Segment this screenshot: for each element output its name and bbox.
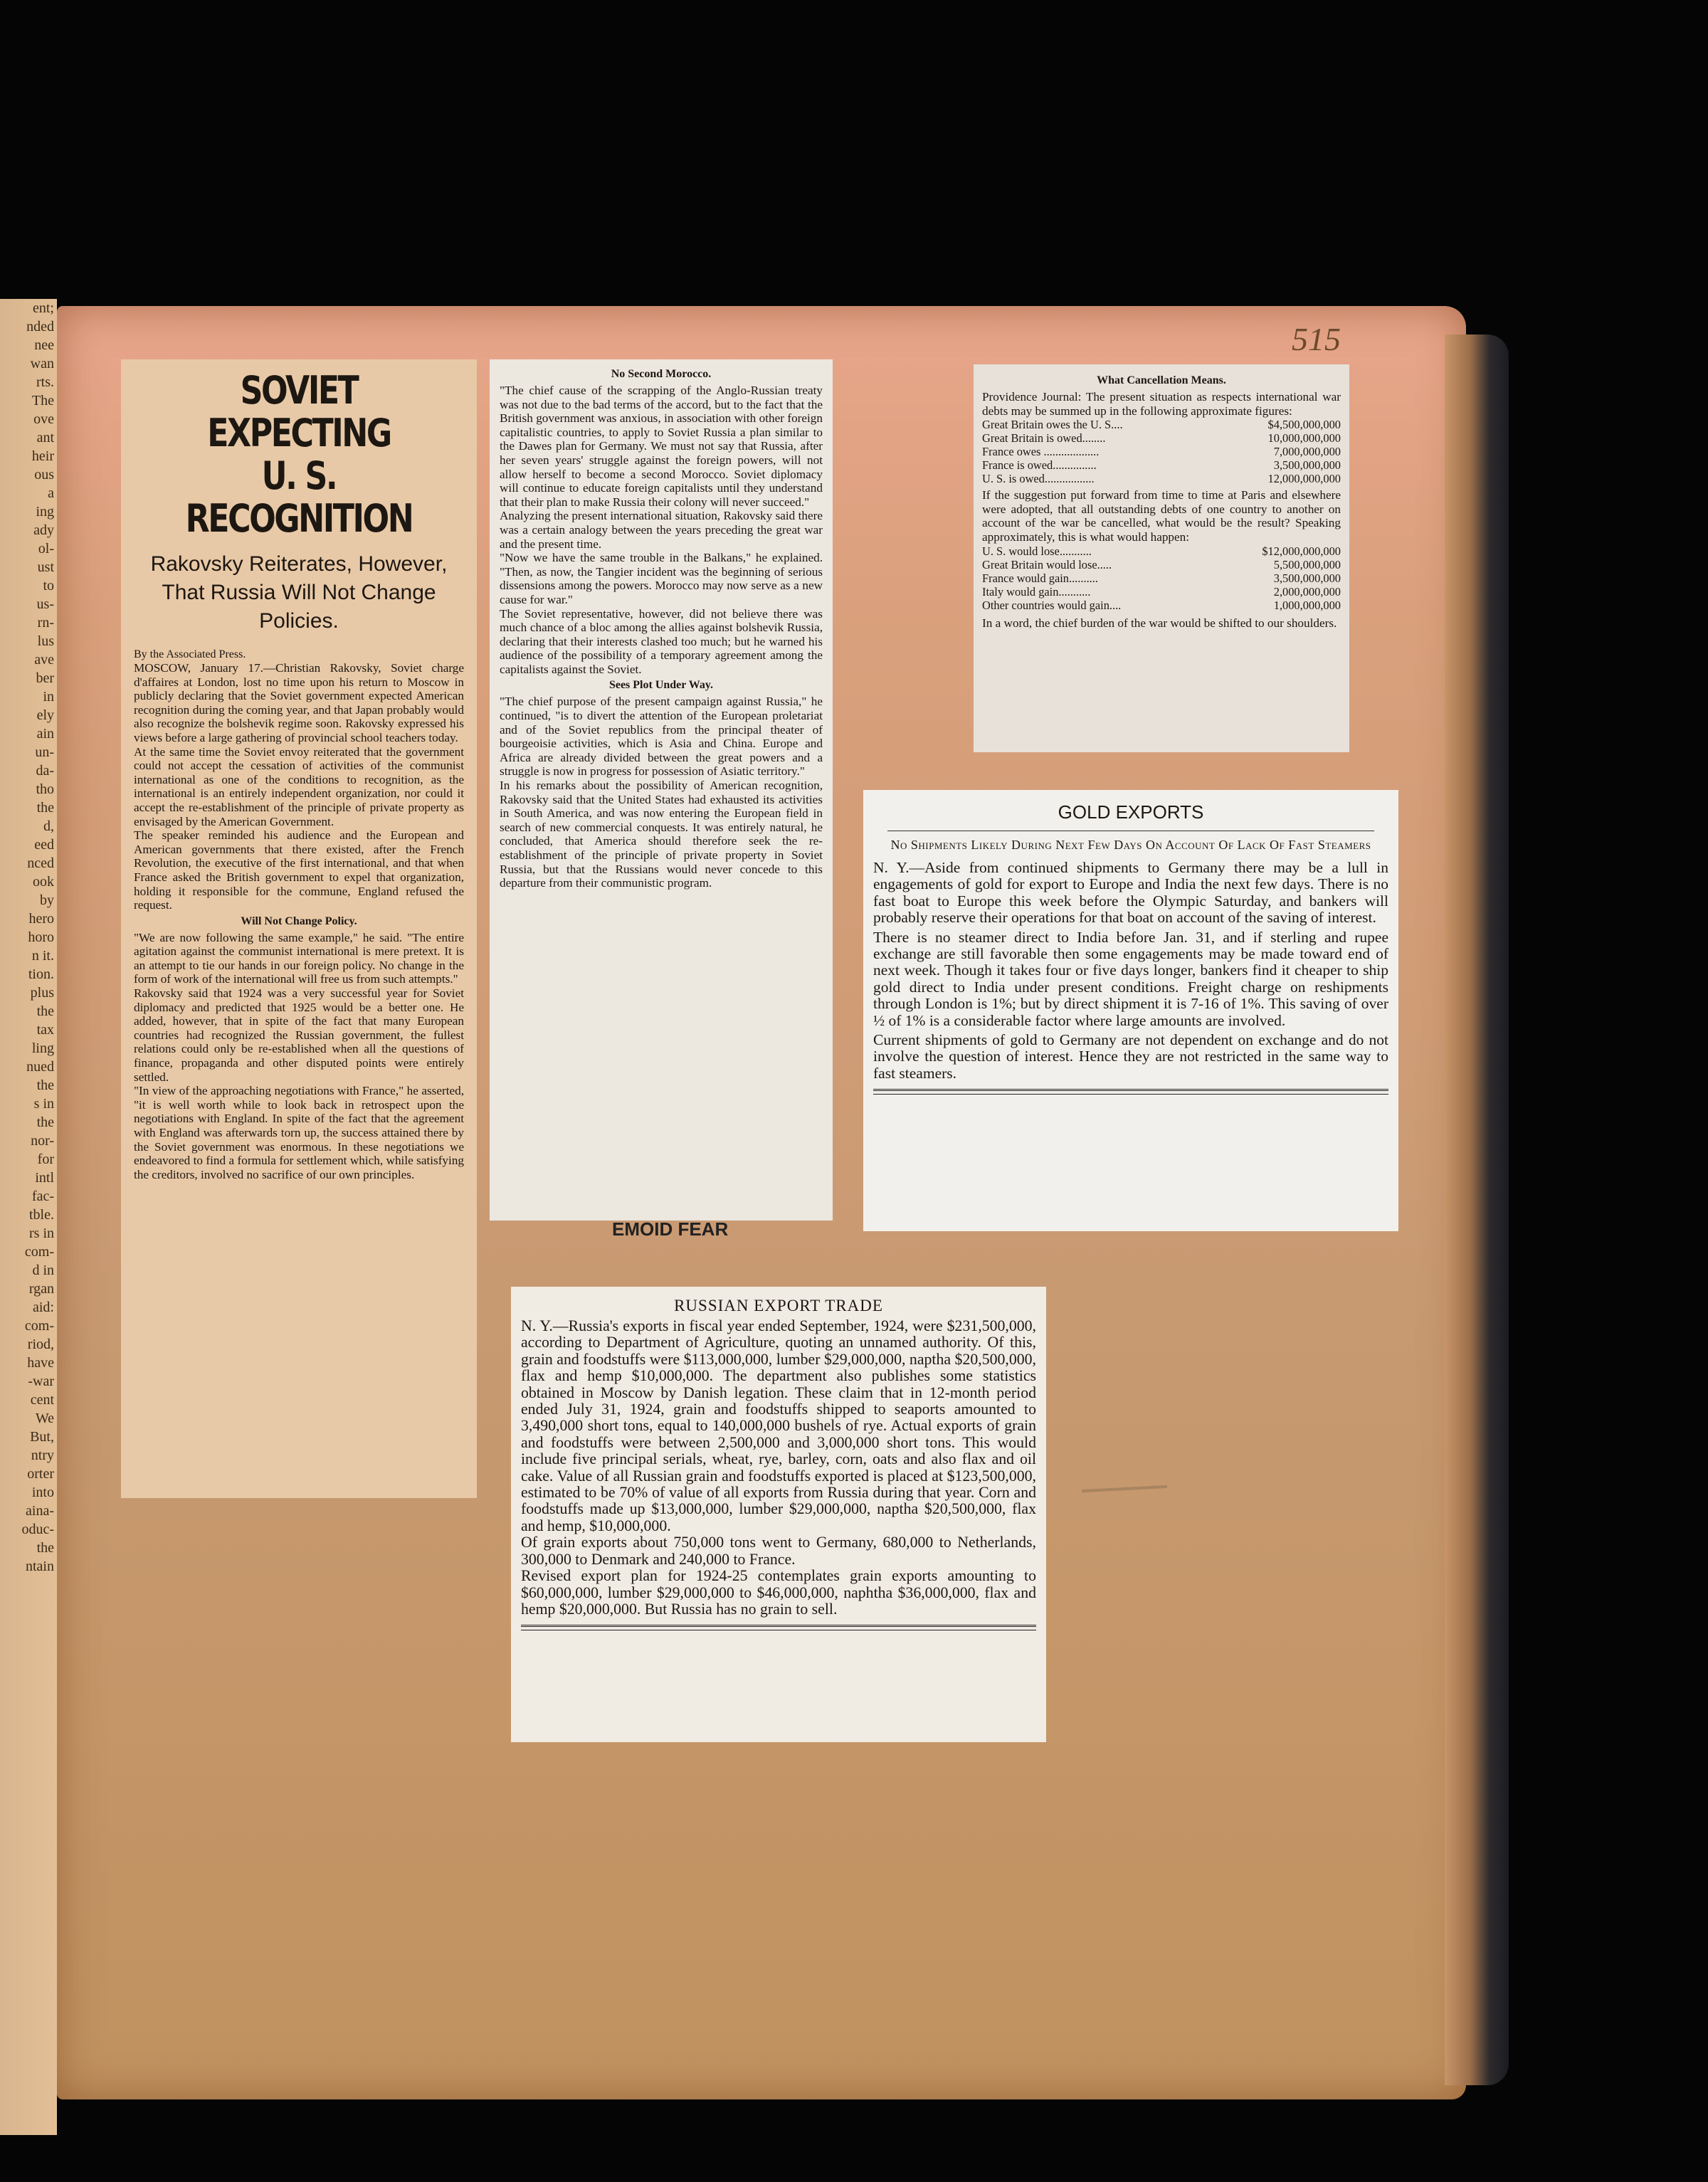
- fragment-text: the: [36, 1003, 54, 1019]
- row-value: $12,000,000,000: [1262, 544, 1341, 558]
- fragment-text: by: [40, 892, 54, 908]
- subheading: Sees Plot Under Way.: [608, 679, 714, 692]
- row-label: U. S. is owed.................: [982, 472, 1095, 486]
- fragment-text: ous: [34, 467, 54, 483]
- fragment-text: d in: [32, 1263, 54, 1278]
- fragment-text: the: [36, 1077, 54, 1093]
- article-paragraph: In a word, the chief burden of the war would be shifted to our shoulders.: [982, 616, 1337, 630]
- row-label: France owes ...................: [982, 445, 1100, 459]
- fragment-text: for: [37, 1151, 54, 1167]
- article-paragraph: N. Y.—Aside from continued shipments to Germany there may be a lull in engagements of gold for export to Europe and India the next few days. There is no fast boat to Europe this week before the Olympic Saturday, and bankers will probably reserve their operations for that boat on account of the saving of interest.: [873, 859, 1388, 927]
- clipping-russian-export-trade: [511, 1287, 1046, 1742]
- row-label: Great Britain would lose.....: [982, 557, 1112, 571]
- fragment-text: the: [36, 800, 54, 816]
- article-paragraph: Of grain exports about 750,000 tons went to Germany, 680,000 to Netherlands, 300,000 to Denmark and 240,000 to France.: [521, 1534, 1036, 1568]
- row-label: Other countries would gain....: [982, 598, 1122, 612]
- fragment-text: ber: [36, 670, 54, 686]
- subheading: Will Not Change Policy.: [241, 915, 357, 927]
- fragment-text: da-: [36, 763, 54, 779]
- clipping-subtitle: No Shipments Likely During Next Few Days On Account Of Lack Of Fast Steamers: [887, 831, 1374, 853]
- table-row: [982, 418, 1341, 431]
- fragment-text: heir: [31, 448, 54, 464]
- closing-rule: [521, 1625, 1036, 1630]
- debts-table: [982, 418, 1341, 485]
- fragment-text: nced: [27, 855, 54, 871]
- row-value: 5,500,000,000: [1273, 557, 1341, 571]
- table-row: [982, 445, 1341, 458]
- clipping-no-second-morocco: [490, 359, 833, 1221]
- fragment-text: orter: [27, 1466, 54, 1482]
- fragment-text: n it.: [31, 948, 54, 964]
- cancellation-table: [982, 544, 1341, 612]
- fragment-text: s in: [33, 1096, 54, 1112]
- fragment-text: ol-: [38, 541, 54, 557]
- fragment-text: rn-: [37, 615, 54, 631]
- article-paragraph: Revised export plan for 1924-25 contemplates grain exports amounting to $60,000,000, lumber $29,000,000 to $46,000,000, naphtha $36,000,000, flax and hemp $20,000,000. But Russia has no grain to sell.: [521, 1567, 1036, 1618]
- table-row: [982, 558, 1341, 571]
- table-row: [982, 544, 1341, 558]
- fragment-text: ove: [33, 411, 54, 427]
- headline-line-2: U. S. RECOGNITION: [185, 453, 413, 541]
- row-label: France would gain..........: [982, 571, 1098, 585]
- fragment-text: cent: [30, 1392, 54, 1408]
- article-paragraph: Analyzing the present international situation, Rakovsky said there was a certain analogy between the years preceding the great war and the present time.: [500, 509, 823, 551]
- fragment-text: ing: [36, 504, 54, 520]
- fragment-text: ely: [36, 707, 54, 723]
- row-value: 3,500,000,000: [1273, 458, 1341, 473]
- fragment-text: ust: [37, 559, 54, 575]
- fragment-text: wan: [30, 356, 54, 371]
- subheading: No Second Morocco.: [611, 368, 712, 380]
- table-row: [982, 571, 1341, 585]
- fragment-text: aid:: [33, 1300, 54, 1315]
- fragment-text: tble.: [29, 1207, 54, 1223]
- fragment-text: The: [31, 393, 54, 409]
- table-row: [982, 599, 1341, 612]
- table-row: [982, 585, 1341, 599]
- fragment-text: tion.: [28, 966, 54, 982]
- fragment-text: rts.: [36, 374, 54, 390]
- article-paragraph: "The chief purpose of the present campaign against Russia," he continued, "is to divert the attention of the European proletariat and of the Soviet republics from the principal theater of bourgeoisie activities, which is Asia and China. Europe and Africa are already divided between the great powers and a struggle is now in progress for possession of Asiatic territory.": [500, 695, 823, 779]
- article-paragraph: Providence Journal: The present situation as respects international war debts may be summed up in the following approximate figures:: [982, 390, 1341, 418]
- fragment-text: -war: [28, 1374, 54, 1389]
- row-value: 12,000,000,000: [1267, 472, 1341, 486]
- fragment-text: com-: [24, 1318, 54, 1334]
- article-paragraph: There is no steamer direct to India before Jan. 31, and if sterling and rupee exchange are still favorable then some engagements may be made toward end of next week. Though it takes four or five days longer, bankers find it cheaper to ship gold direct to India under present conditions. Freight charge on reshipments through London is 1%; but by direct shipment it is 7-16 of 1%. This saving of over ½ of 1% is a considerable factor where large amounts are involved.: [873, 928, 1388, 1029]
- article-paragraph: If the suggestion put forward from time to time at Paris and elsewhere were adopted, that all outstanding debts of one country to another on account of the war be cancelled, what would be the result? Speaking approximately, this is what would happen:: [982, 488, 1341, 544]
- fragment-text: ling: [31, 1040, 54, 1056]
- clipping-title: RUSSIAN EXPORT TRADE: [674, 1297, 883, 1314]
- article-paragraph: MOSCOW, January 17.—Christian Rakovsky, Soviet charge d'affaires at London, lost no time upon his return to Moscow in publicly declaring that the Soviet government expected American recognition during the coming year, and that Japan probably would also recognize the bolshevik regime soon. Rakovsky expressed his views before a large gathering of provincial school teachers today.: [134, 661, 464, 744]
- clipping-cancellation: [974, 364, 1349, 752]
- clipping-soviet-recognition: [121, 359, 477, 1498]
- fragment-text: oduc-: [21, 1522, 54, 1537]
- headline-line-1: SOVIET EXPECTING: [207, 368, 391, 455]
- article-paragraph: N. Y.—Russia's exports in fiscal year ended September, 1924, were $231,500,000, according to Department of Agriculture, quoting an unnamed authority. Of this, grain and foodstuffs were $113,000,000, lumber $29,000,000, naptha $20,500,000, flax and hemp $10,000,000. The department also publishes some statistics obtained in Moscow by Danish legation. These claim that in 12-month period ended July 31, 1924, grain and foodstuffs shipped to seaports amounted to 3,490,000 short tons, equal to 140,000,000 bushels of rye. Actual exports of grain and foodstuffs were between 2,500,000 and 3,000,000 short tons. This would include five principal serials, wheat, rye, barley, corn, oats and also flax and oil cake. Value of all Russian grain and foodstuffs exported is placed at $123,500,000, estimated to be 70% of value of all exports from Russia during that year. Corn and foodstuffs made up $13,000,000, lumber $29,000,000, naptha $20,500,000, flax and hemp, $10,000,000.: [521, 1317, 1036, 1534]
- article-paragraph: "In view of the approaching negotiations with France," he asserted, "it is well worth while to look back in retrospect upon the negotiations with England. In spite of the fact that the agreement with England was afterwards torn up, the success attained there by the Soviet government was enormous. In these negotiations we endeavored to find a formula for settlement which, while satisfying the creditors, involved no sacrifice of our own principles.: [134, 1084, 464, 1181]
- row-value: $4,500,000,000: [1267, 418, 1341, 432]
- fragment-text: riod,: [27, 1337, 54, 1352]
- fragment-text: rs in: [29, 1226, 54, 1241]
- row-value: 1,000,000,000: [1273, 598, 1341, 612]
- fragment-text: nor-: [31, 1133, 54, 1149]
- fragment-text: us-: [36, 596, 54, 612]
- clipping-title: What Cancellation Means.: [1097, 374, 1226, 386]
- page-number: 515: [1292, 321, 1341, 357]
- fragment-text: ntain: [26, 1559, 54, 1574]
- fragment-text: have: [27, 1355, 54, 1371]
- row-value: 2,000,000,000: [1273, 584, 1341, 599]
- fragment-text: But,: [30, 1429, 54, 1445]
- fragment-text: intl: [35, 1170, 54, 1186]
- table-row: [982, 431, 1341, 445]
- fragment-text: in: [43, 689, 54, 705]
- cut-off-headline: EMOID FEAR: [612, 1218, 729, 1240]
- closing-rule: [873, 1089, 1388, 1095]
- fragment-text: hero: [28, 911, 54, 927]
- fragment-text: rgan: [28, 1281, 54, 1297]
- facing-page-edge: [0, 299, 57, 2135]
- fragment-text: lus: [37, 633, 54, 649]
- fragment-text: un-: [35, 744, 54, 760]
- row-label: Italy would gain...........: [982, 584, 1091, 599]
- row-label: Great Britain owes the U. S....: [982, 418, 1123, 432]
- table-row: [982, 458, 1341, 472]
- fragment-text: ntry: [31, 1448, 54, 1463]
- fragment-text: a: [48, 485, 54, 501]
- fragment-text: into: [31, 1485, 54, 1500]
- fragment-text: nued: [26, 1059, 54, 1075]
- fragment-text: ook: [33, 874, 54, 890]
- fragment-text: ady: [33, 522, 54, 538]
- row-label: France is owed...............: [982, 458, 1097, 473]
- fragment-text: com-: [24, 1244, 54, 1260]
- fragment-text: tho: [36, 781, 54, 797]
- article-paragraph: The Soviet representative, however, did not believe there was much chance of a bloc among the allies against bolshevik Russia, declaring that their interests clashed too much; but he warned his audience of the possibility of a temporary agreement among the capitalists against the Soviet.: [500, 606, 823, 676]
- fragment-text: horo: [28, 929, 54, 945]
- clipping-title: GOLD EXPORTS: [1058, 801, 1204, 823]
- clipping-gold-exports: [863, 790, 1398, 1231]
- fragment-text: nee: [34, 337, 54, 353]
- fragment-text: ent;: [33, 300, 54, 316]
- book-edge: [1445, 334, 1509, 2085]
- fragment-text: nded: [26, 319, 54, 334]
- article-paragraph: At the same time the Soviet envoy reiterated that the government could not accept the cessation of activities of the communist international as one of the conditions to recognition, as the international is an entirely independent organization, nor could it accept the re-establishment of the principle of private property as envisaged by the American Government.: [134, 744, 464, 828]
- fragment-text: the: [36, 1540, 54, 1556]
- fragment-text: fac-: [31, 1188, 54, 1204]
- fragment-text: We: [35, 1411, 54, 1426]
- row-label: U. S. would lose...........: [982, 544, 1092, 558]
- fragment-text: ain: [36, 726, 54, 742]
- article-paragraph: Current shipments of gold to Germany are not dependent on exchange and do not involve the question of interest. Hence they are not restricted in the same way to fast steamers.: [873, 1031, 1388, 1082]
- article-paragraph: The speaker reminded his audience and the European and American governments that there existed, after the French Revolution, the executive of the first international, and that when France asked the British government to expel that organization, holding it responsible for the commune, England refused the request.: [134, 828, 464, 912]
- row-value: 7,000,000,000: [1273, 445, 1341, 459]
- article-paragraph: "Now we have the same trouble in the Balkans," he explained. "Then, as now, the Tangier incident was the beginning of serious dissensions among the powers. Morocco may now serve as a new cause for war.": [500, 551, 823, 606]
- row-value: 3,500,000,000: [1273, 571, 1341, 585]
- table-row: [982, 472, 1341, 485]
- row-label: Great Britain is owed........: [982, 431, 1106, 446]
- fragment-text: d,: [43, 818, 54, 834]
- fragment-text: plus: [30, 985, 54, 1001]
- article-paragraph: Rakovsky said that 1924 was a very successful year for Soviet diplomacy and predicted that 1925 would be a better one. He added, however, that in spite of the fact that many European countries had recognized the Russian government, the fullest relations could only be re-established when all the questions of finance, propaganda and other disputed points were entirely settled.: [134, 986, 464, 1084]
- fragment-text: aina-: [26, 1503, 54, 1519]
- row-value: 10,000,000,000: [1267, 431, 1341, 446]
- article-paragraph: "The chief cause of the scrapping of the Anglo-Russian treaty was not due to the bad terms of the accord, but to the fact that the British government was anxious, in association with other foreign capitalistic countries, to apply to Soviet Russia a plan similar to the Dawes plan for Germany. We must not say that Russia, after her seven years' struggle against the foreign powers, will not allow herself to become a second Morocco. Soviet diplomacy will continue to educate foreign capitalists until they understand that their plan to make Russia their colony will never succeed.": [500, 384, 823, 509]
- deck-headline: Rakovsky Reiterates, However, That Russia Will Not Change Policies.: [150, 552, 448, 633]
- fragment-text: the: [36, 1114, 54, 1130]
- article-paragraph: In his remarks about the possibility of American recognition, Rakovsky said that the United States had exhausted its activities in South America, and was now entering the European field in search of new commercial conquests. It was entirely natural, he concluded, that America should therefore seek the re-establishment of the principle of private property in Soviet Russia, but that the Russians would never concede to this departure from their communistic program.: [500, 779, 823, 890]
- fragment-text: ave: [34, 652, 54, 668]
- fragment-text: tax: [36, 1022, 54, 1038]
- fragment-text: ant: [36, 430, 54, 446]
- fragment-text: to: [43, 578, 54, 594]
- article-paragraph: "We are now following the same example," he said. "The entire agitation against the communist international is mere pretext. It is an attempt to tie our hands in our foreign policy. No change in the form of work of the international will free us from such attempts.": [134, 930, 464, 986]
- fragment-text: eed: [34, 837, 54, 853]
- byline: By the Associated Press.: [134, 648, 246, 660]
